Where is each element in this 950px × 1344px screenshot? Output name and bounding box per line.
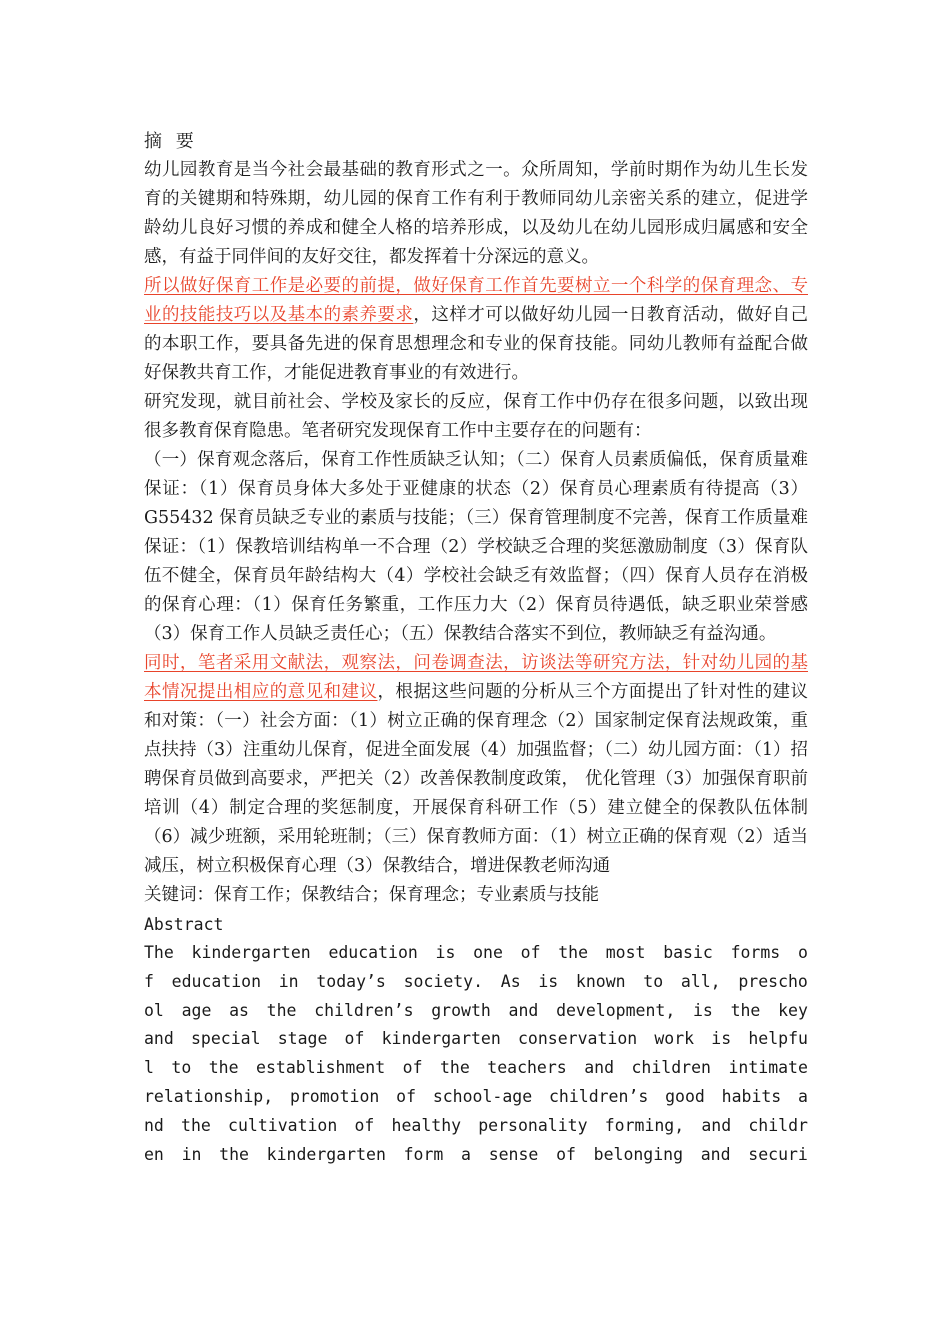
english-word: growth [431, 1000, 491, 1020]
english-word: age [181, 1000, 212, 1020]
english-line [144, 1112, 808, 1141]
english-word: education [171, 971, 262, 991]
english-word: children’s [314, 1000, 414, 1020]
english-word: is [435, 943, 456, 962]
english-word: forms [730, 943, 781, 962]
english-word: key [778, 1000, 808, 1020]
english-word: the [439, 1058, 470, 1078]
english-word: relationship, [144, 1086, 274, 1106]
english-word: l [144, 1058, 154, 1078]
abstract-paragraph-5 [144, 649, 808, 881]
english-word: a [461, 1144, 471, 1164]
abstract-english-body [144, 939, 808, 1169]
english-word: the [730, 1000, 761, 1020]
english-word: is [538, 971, 559, 991]
english-word: kindergarten [191, 943, 311, 962]
english-word: and [700, 1144, 731, 1164]
english-word: nd [144, 1115, 164, 1135]
english-word: of [344, 1029, 365, 1049]
highlighted-text: 同时，笔者采用文献法，观察法，问卷调查法，访谈法等研究方法，针对幼儿园的基本情况提出相应的意见和建议 [144, 653, 808, 702]
english-word: society. [403, 971, 484, 991]
english-word: The [144, 943, 174, 962]
english-word: in [181, 1144, 202, 1164]
english-word: development, [556, 1000, 676, 1020]
english-word: as [229, 1000, 249, 1020]
abstract-paragraph-2 [144, 272, 808, 388]
english-word: securi [748, 1144, 808, 1164]
english-word: form [403, 1144, 444, 1164]
english-word: healthy [391, 1115, 462, 1135]
keywords-line: 关键词：保育工作；保教结合；保育理念；专业素质与技能 [144, 885, 599, 905]
abstract-heading-cn: 摘 要 [144, 131, 198, 152]
english-word: school-age [432, 1086, 533, 1106]
english-word: and [701, 1115, 732, 1135]
abstract-paragraph-4: （一）保育观念落后，保育工作性质缺乏认知；（二）保育人员素质偏低，保育质量难保证：（1）保育员身体大多处于亚健康的状态（2）保育员心理素质有待提高（3）G55432 保育员缺乏专业的素质与技能；（三）保育管理制度不完善，保育工作质量难保证：（1）保教培训结构单一不合理（2）学校缺乏合理的奖惩激励制度（3）保育队伍不健全，保育员年龄结构大（4）学校社会缺乏有效监督；（四）保育人员存在消极的保育心理：（1）保育任务繁重，工作压力大（2）保育员待遇低，缺乏职业荣誉感（3）保育工作人员缺乏责任心；（五）保教结合落实不到位，教师缺乏有益沟通。 [144, 450, 808, 644]
english-line [144, 1054, 808, 1083]
english-word: prescho [738, 971, 808, 991]
english-word: en [144, 1144, 164, 1164]
english-word: promotion [289, 1086, 380, 1106]
english-line [144, 997, 808, 1026]
english-word: to [643, 971, 664, 991]
english-line [144, 1025, 808, 1054]
english-word: of [556, 1144, 576, 1164]
highlighted-text: 所以做好保育工作是必要的前提，做好保育工作首先要树立一个科学的保育理念、专业的技能技巧以及基本的素养要求 [144, 276, 808, 325]
english-word: one [473, 943, 503, 962]
english-word: teachers [487, 1058, 567, 1078]
english-word: special [190, 1029, 261, 1049]
document-page [144, 128, 808, 1169]
abstract-heading-en: Abstract [144, 915, 224, 934]
english-word: childr [748, 1115, 808, 1135]
english-word: kindergarten [381, 1029, 501, 1049]
english-word: and [144, 1029, 174, 1049]
english-word: of [520, 943, 541, 962]
english-word: cultivation [228, 1115, 338, 1135]
english-word: stage [277, 1029, 328, 1049]
english-word: work [654, 1029, 695, 1049]
abstract-paragraph-1: 幼儿园教育是当今社会最基础的教育形式之一。众所周知，学前时期作为幼儿生长发育的关键期和特殊期，幼儿园的保育工作有利于教师同幼儿亲密关系的建立，促进学龄幼儿良好习惯的养成和健全人格的培养形成，以及幼儿在幼儿园形成归属感和安全感，有益于同伴间的友好交往，都发挥着十分深远的意义。 [144, 160, 808, 267]
english-word: good [665, 1086, 705, 1106]
english-word: all, [680, 971, 721, 991]
english-word: the [266, 1000, 297, 1020]
english-word: habits [721, 1086, 782, 1106]
english-word: to [171, 1058, 192, 1078]
english-word: the [208, 1058, 239, 1078]
english-word: basic [663, 943, 713, 962]
english-word: today’s [316, 971, 386, 991]
english-line [144, 939, 808, 968]
english-word: most [605, 943, 646, 962]
abstract-paragraph-3: 研究发现，就目前社会、学校及家长的反应，保育工作中仍存在很多问题，以致出现很多教育保育隐患。笔者研究发现保育工作中主要存在的问题有： [144, 392, 808, 441]
english-line [144, 1083, 808, 1112]
english-word: children’s [548, 1086, 649, 1106]
english-word: of [402, 1058, 423, 1078]
paragraph-text: ，这样才可以做好幼儿园一日教育活动，做好自己的本职工作，要具备先进的保育思想理念和专业的保育技能。同幼儿教师有益配合做好保教共育工作，才能促进教育事业的有效进行。 [144, 305, 808, 383]
english-word: helpfu [748, 1029, 808, 1049]
english-word: the [219, 1144, 249, 1164]
english-word: and [508, 1000, 539, 1020]
english-word: establishment [256, 1058, 386, 1078]
english-word: of [396, 1086, 417, 1106]
english-word: kindergarten [266, 1144, 386, 1164]
english-word: As [500, 971, 521, 991]
english-word: of [354, 1115, 375, 1135]
english-word: the [181, 1115, 211, 1135]
english-word: intimate [728, 1058, 808, 1078]
english-word: a [798, 1086, 808, 1106]
english-line [144, 968, 808, 997]
english-word: children [631, 1058, 711, 1078]
english-word: education [328, 943, 418, 962]
english-word: in [278, 971, 299, 991]
english-word: is [711, 1029, 732, 1049]
english-word: is [692, 1000, 713, 1020]
english-word: o [797, 943, 808, 962]
english-word: belonging [593, 1144, 684, 1164]
english-word: personality [478, 1115, 588, 1135]
english-word: and [584, 1058, 615, 1078]
english-word: known [575, 971, 626, 991]
english-word: the [558, 943, 589, 962]
english-word: ol [144, 1000, 164, 1020]
english-word: conservation [517, 1029, 638, 1049]
english-line [144, 1141, 808, 1170]
english-word: forming, [604, 1115, 685, 1135]
english-word: f [144, 971, 154, 991]
english-word: sense [488, 1144, 539, 1164]
paragraph-text: ，根据这些问题的分析从三个方面提出了针对性的建议和对策：（一）社会方面：（1）树立正确的保育理念（2）国家制定保育法规政策，重点扶持（3）注重幼儿保育，促进全面发展（4）加强监督；（二）幼儿园方面：（1）招聘保育员做到高要求，严把关（2）改善保教制度政策， 优化管理（3）加强保育职前培训（4）制定合理的奖惩制度，开展保育科研工作（5）建立健全的保教队伍体制（6）减少班额，采用轮班制；（三）保育教师方面：（1）树立正确的保育观（2）适当减压，树立积极保育心理（3）保教结合，增进保教老师沟通 [144, 682, 809, 876]
